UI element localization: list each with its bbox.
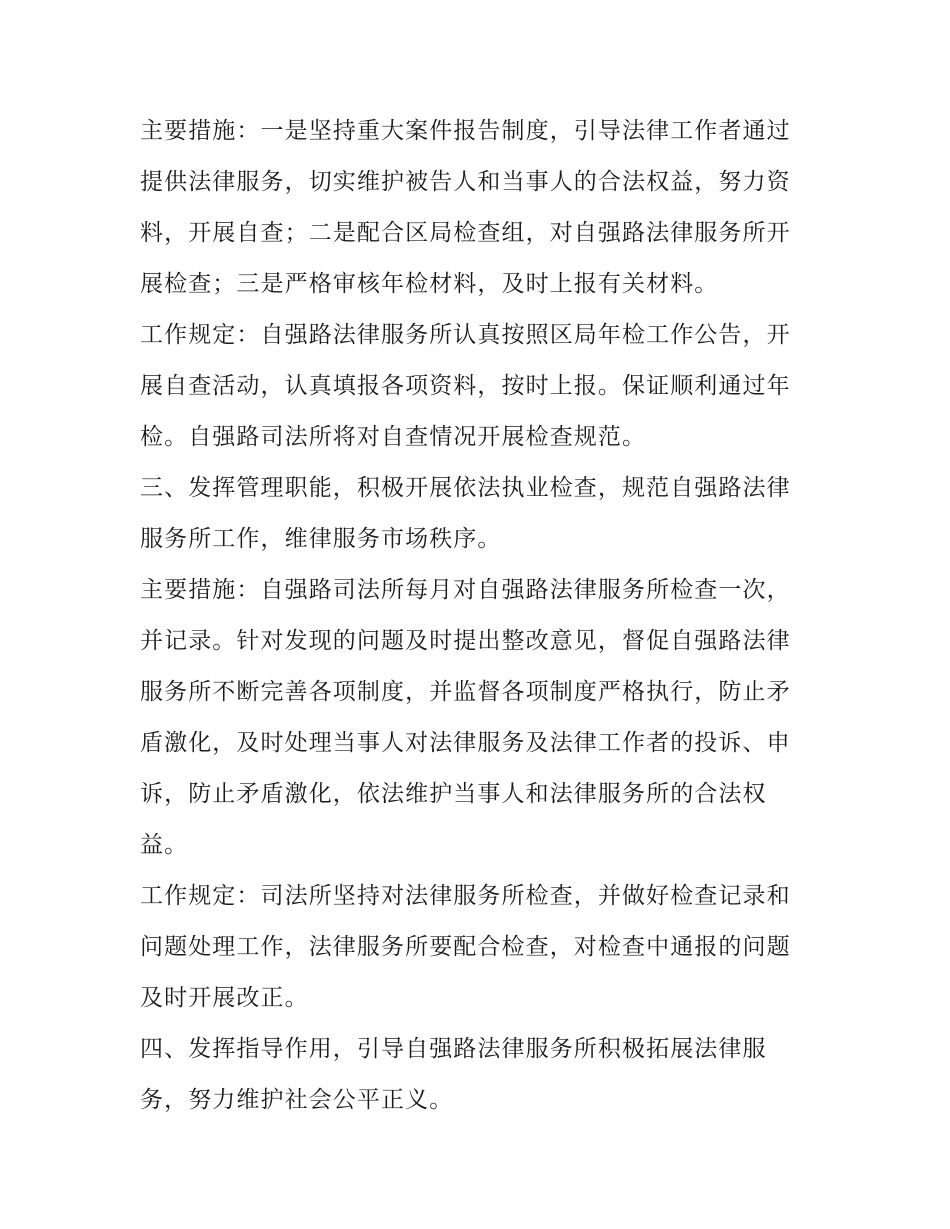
text-line: 检。自强路司法所将对自查情况开展检查规范。 [140, 424, 647, 450]
text-line: 展自查活动，认真填报各项资料，按时上报。保证顺利通过年 [140, 373, 791, 399]
text-line: 三、发挥管理职能，积极开展依法执业检查，规范自强路法律 [140, 475, 791, 501]
text-line: 问题处理工作，法律服务所要配合检查，对检查中通报的问题 [140, 934, 791, 960]
text-line: 料，开展自查；二是配合区局检查组，对自强路法律服务所开 [140, 220, 791, 246]
text-line: 工作规定：司法所坚持对法律服务所检查，并做好检查记录和 [140, 883, 791, 909]
text-line: 主要措施：自强路司法所每月对自强路法律服务所检查一次， [140, 577, 791, 603]
text-line: 展检查；三是严格审核年检材料，及时上报有关材料。 [140, 271, 719, 297]
text-line: 提供法律服务，切实维护被告人和当事人的合法权益，努力资 [140, 169, 791, 195]
text-line: 盾激化，及时处理当事人对法律服务及法律工作者的投诉、申 [140, 730, 791, 756]
text-line: 四、发挥指导作用，引导自强路法律服务所积极拓展法律服 [140, 1036, 767, 1062]
text-line: 服务所工作，维律服务市场秩序。 [140, 526, 502, 552]
text-line: 主要措施：一是坚持重大案件报告制度，引导法律工作者通过 [140, 118, 791, 144]
text-line: 诉，防止矛盾激化，依法维护当事人和法律服务所的合法权 [140, 781, 767, 807]
text-line: 务，努力维护社会公平正义。 [140, 1087, 454, 1113]
text-line: 益。 [140, 832, 189, 858]
text-line: 服务所不断完善各项制度，并监督各项制度严格执行，防止矛 [140, 679, 791, 705]
text-line: 工作规定：自强路法律服务所认真按照区局年检工作公告，开 [140, 322, 791, 348]
text-line: 并记录。针对发现的问题及时提出整改意见，督促自强路法律 [140, 628, 791, 654]
document-body [140, 106, 840, 1126]
text-line: 及时开展改正。 [140, 985, 309, 1011]
